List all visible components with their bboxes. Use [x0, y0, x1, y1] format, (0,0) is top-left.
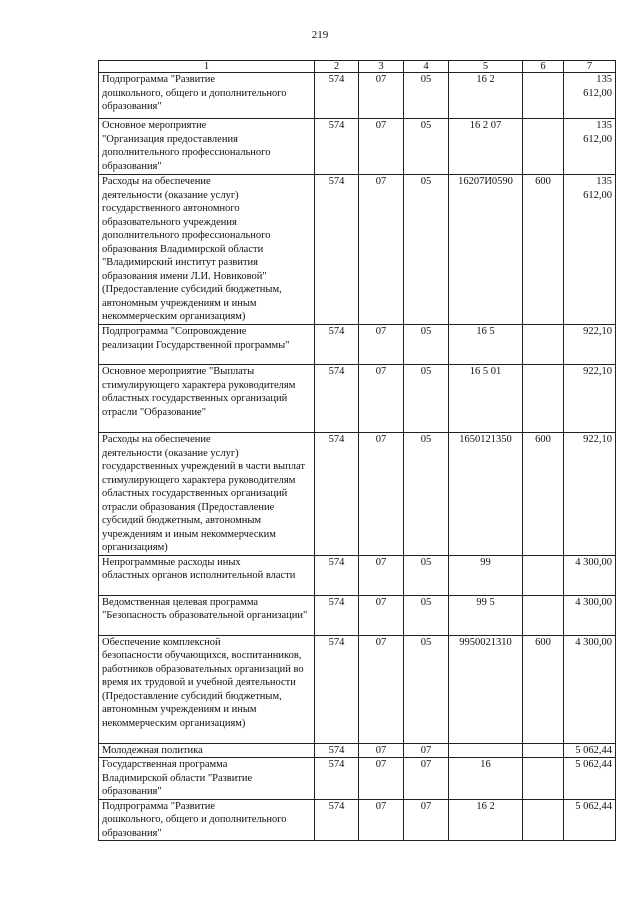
row-expense-type: [523, 758, 564, 800]
column-header: 1: [99, 61, 315, 73]
row-subsection: 05: [404, 73, 449, 119]
column-header: 2: [315, 61, 359, 73]
row-amount: 4 300,00: [564, 595, 616, 635]
row-description: Обеспечение комплексной безопасности обучающихся, воспитанников, работников образовательных организаций во время их трудовой и учебной деятельности (Предоставление субсидий бюджетным, автономным учреждениям и иным некоммерческим организациям): [99, 635, 315, 743]
row-target-article: 16 5: [449, 325, 523, 365]
row-amount: 4 300,00: [564, 635, 616, 743]
row-target-article: 16 2: [449, 73, 523, 119]
row-expense-type: [523, 365, 564, 433]
table-row: [99, 119, 616, 175]
row-expense-type: [523, 555, 564, 595]
table-row: [99, 758, 616, 800]
row-subsection: 05: [404, 119, 449, 175]
row-description: Непрограммные расходы иных областных органов исполнительной власти: [99, 555, 315, 595]
row-amount: 135 612,00: [564, 175, 616, 325]
row-expense-type: [523, 325, 564, 365]
row-amount: 135 612,00: [564, 73, 616, 119]
budget-table: [98, 60, 616, 841]
row-description: Государственная программа Владимирской области "Развитие образования": [99, 758, 315, 800]
row-section: 07: [359, 758, 404, 800]
row-section: 07: [359, 555, 404, 595]
table-row: [99, 73, 616, 119]
row-admin-code: 574: [315, 555, 359, 595]
row-subsection: 07: [404, 799, 449, 841]
header-row: [99, 61, 616, 73]
row-admin-code: 574: [315, 119, 359, 175]
row-subsection: 05: [404, 175, 449, 325]
column-header: 5: [449, 61, 523, 73]
row-expense-type: [523, 73, 564, 119]
row-section: 07: [359, 325, 404, 365]
row-amount: 5 062,44: [564, 743, 616, 758]
row-expense-type: 600: [523, 635, 564, 743]
row-expense-type: [523, 595, 564, 635]
row-section: 07: [359, 595, 404, 635]
row-description: Расходы на обеспечение деятельности (оказание услуг) государственных учреждений в части выплат стимулирующего характера руководителям областных государственных организаций отрасли образования (Предоставление субсидий бюджетным, автономным учреждениям и иным некоммерческим организациям): [99, 433, 315, 556]
row-description: Подпрограмма "Сопровождение реализации Государственной программы": [99, 325, 315, 365]
row-subsection: 05: [404, 365, 449, 433]
table-row: [99, 325, 616, 365]
column-header: 6: [523, 61, 564, 73]
row-section: 07: [359, 799, 404, 841]
row-section: 07: [359, 635, 404, 743]
row-section: 07: [359, 743, 404, 758]
row-amount: 922,10: [564, 365, 616, 433]
row-admin-code: 574: [315, 799, 359, 841]
row-admin-code: 574: [315, 433, 359, 556]
row-subsection: 05: [404, 433, 449, 556]
row-description: Основное мероприятие "Выплаты стимулирующего характера руководителям областных государственных организаций отрасли "Образование": [99, 365, 315, 433]
table-row: [99, 555, 616, 595]
row-subsection: 07: [404, 743, 449, 758]
column-header: 7: [564, 61, 616, 73]
row-amount: 922,10: [564, 325, 616, 365]
row-expense-type: [523, 799, 564, 841]
row-target-article: 16207И0590: [449, 175, 523, 325]
row-description: Основное мероприятие "Организация предоставления дополнительного профессионального образования": [99, 119, 315, 175]
row-section: 07: [359, 433, 404, 556]
page-number: 219: [311, 29, 329, 41]
row-admin-code: 574: [315, 743, 359, 758]
row-expense-type: 600: [523, 175, 564, 325]
row-target-article: 16 2: [449, 799, 523, 841]
row-target-article: 9950021310: [449, 635, 523, 743]
row-admin-code: 574: [315, 73, 359, 119]
row-expense-type: [523, 119, 564, 175]
row-admin-code: 574: [315, 365, 359, 433]
row-section: 07: [359, 365, 404, 433]
row-admin-code: 574: [315, 175, 359, 325]
row-admin-code: 574: [315, 635, 359, 743]
row-expense-type: 600: [523, 433, 564, 556]
row-description: Ведомственная целевая программа "Безопасность образовательной организации": [99, 595, 315, 635]
row-amount: 922,10: [564, 433, 616, 556]
row-target-article: 99 5: [449, 595, 523, 635]
table-row: [99, 365, 616, 433]
row-amount: 135 612,00: [564, 119, 616, 175]
row-target-article: 16 2 07: [449, 119, 523, 175]
row-target-article: 99: [449, 555, 523, 595]
row-subsection: 05: [404, 595, 449, 635]
row-admin-code: 574: [315, 325, 359, 365]
row-section: 07: [359, 119, 404, 175]
row-subsection: 05: [404, 635, 449, 743]
row-description: Подпрограмма "Развитие дошкольного, общего и дополнительного образования": [99, 799, 315, 841]
table-row: [99, 595, 616, 635]
row-description: Молодежная политика: [99, 743, 315, 758]
table-row: [99, 175, 616, 325]
table-row: [99, 799, 616, 841]
column-header: 4: [404, 61, 449, 73]
row-amount: 5 062,44: [564, 799, 616, 841]
row-target-article: 16: [449, 758, 523, 800]
row-description: Расходы на обеспечение деятельности (оказание услуг) государственного автономного образовательного учреждения дополнительного профессионального образования Владимирской области "Владимирский институт развития образования имени Л.И. Новиковой" (Предоставление субсидий бюджетным, автономным учреждениям и иным некоммерческим организациям): [99, 175, 315, 325]
row-target-article: [449, 743, 523, 758]
table-row: [99, 743, 616, 758]
table-row: [99, 635, 616, 743]
row-expense-type: [523, 743, 564, 758]
row-admin-code: 574: [315, 758, 359, 800]
table-row: [99, 433, 616, 556]
row-admin-code: 574: [315, 595, 359, 635]
row-amount: 4 300,00: [564, 555, 616, 595]
row-description: Подпрограмма "Развитие дошкольного, общего и дополнительного образования": [99, 73, 315, 119]
row-amount: 5 062,44: [564, 758, 616, 800]
row-target-article: 16 5 01: [449, 365, 523, 433]
row-section: 07: [359, 73, 404, 119]
row-subsection: 07: [404, 758, 449, 800]
row-section: 07: [359, 175, 404, 325]
row-subsection: 05: [404, 325, 449, 365]
column-header: 3: [359, 61, 404, 73]
row-target-article: 1650121350: [449, 433, 523, 556]
row-subsection: 05: [404, 555, 449, 595]
